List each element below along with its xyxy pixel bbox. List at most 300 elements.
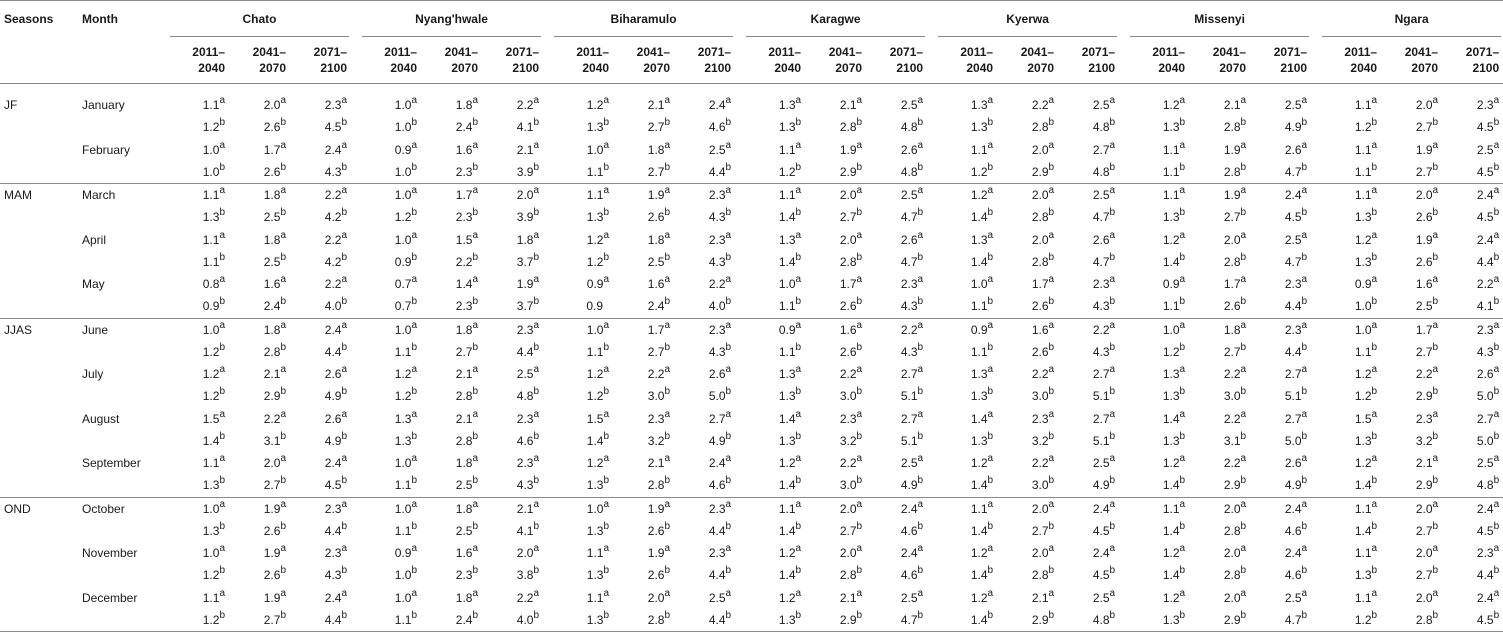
value-cell: 5.0$^b$: [708, 386, 732, 404]
value-cell: 2.2$^a$: [1058, 318, 1119, 341]
value-cell: 4.0$^b$: [482, 609, 543, 632]
value-cell: 2.7$^b$: [1415, 161, 1439, 179]
value-cell: 2.4$^a$: [324, 453, 348, 471]
value-cell: 1.1$^b$: [360, 609, 421, 632]
value-cell: 4.3$^b$: [1476, 341, 1500, 359]
value-cell: 1.0$^a$: [168, 318, 229, 341]
site-header: Nyang'hwale: [360, 1, 543, 38]
value-cell: 4.8$^b$: [1092, 117, 1116, 135]
value-cell: 4.3$^b$: [900, 341, 924, 359]
value-cell: 1.1$^a$: [1354, 95, 1378, 113]
value-cell: 2.6$^b$: [839, 296, 863, 314]
value-cell: 1.9$^a$: [1223, 139, 1247, 157]
value-cell: 1.4$^b$: [936, 609, 997, 632]
value-cell: 2.4$^b$: [647, 296, 671, 314]
table-row: [0, 587, 1503, 609]
value-cell: 2.9$^b$: [839, 161, 863, 179]
value-cell: 5.0$^b$: [1476, 430, 1500, 448]
month-cell: May: [82, 277, 105, 292]
season-cell: [0, 564, 78, 586]
value-cell: 4.7$^b$: [900, 251, 924, 269]
value-cell: 2.7$^a$: [900, 364, 924, 382]
value-cell: 1.3$^b$: [1354, 565, 1378, 583]
value-cell: 2.3$^a$: [1031, 408, 1055, 426]
value-cell: 1.5$^a$: [455, 229, 479, 247]
value-cell: 1.8$^a$: [1189, 318, 1250, 341]
value-cell: 2.3$^a$: [708, 229, 732, 247]
value-cell: 2.7$^b$: [647, 117, 671, 135]
value-cell: 2.1$^a$: [647, 453, 671, 471]
value-cell: 1.3$^b$: [970, 117, 994, 135]
value-cell: 1.0$^a$: [586, 139, 610, 157]
value-cell: 1.6$^a$: [263, 274, 286, 292]
value-cell: 2.3$^a$: [674, 497, 735, 520]
value-cell: 2.2$^a$: [290, 184, 351, 207]
value-cell: 2.8$^b$: [839, 251, 863, 269]
period-header: 2071– 2100: [1058, 37, 1119, 84]
value-cell: 2.0$^a$: [482, 184, 543, 207]
value-cell: 1.1$^b$: [1354, 161, 1378, 179]
table-row: [0, 116, 1503, 138]
value-cell: 2.3$^a$: [1284, 274, 1308, 292]
value-cell: 2.9$^b$: [805, 609, 866, 632]
value-cell: 4.6$^b$: [708, 475, 732, 493]
value-cell: 2.4$^b$: [421, 609, 482, 632]
period-header: 2041– 2070: [997, 37, 1058, 84]
month-cell: July: [82, 367, 104, 382]
period-header: 2071– 2100: [290, 37, 351, 84]
table-body: [0, 84, 1503, 632]
value-cell: 1.8$^a$: [455, 453, 479, 471]
value-cell: 5.1$^b$: [900, 386, 924, 404]
value-cell: 1.0$^a$: [360, 497, 421, 520]
value-cell: 1.2$^b$: [586, 386, 610, 404]
month-header: Month: [78, 1, 168, 38]
month-cell: [78, 341, 168, 363]
value-cell: 2.0$^a$: [1381, 497, 1442, 520]
value-cell: 2.5$^a$: [1284, 229, 1308, 247]
table-row: [0, 184, 1503, 207]
season-cell: [0, 452, 78, 474]
value-cell: 2.7$^b$: [1415, 117, 1439, 135]
value-cell: 2.0$^a$: [805, 184, 866, 207]
site-header: Kyerwa: [936, 1, 1119, 38]
value-cell: 4.5$^b$: [1442, 609, 1503, 632]
value-cell: 0.9$^a$: [1162, 274, 1186, 292]
value-cell: 1.9$^a$: [229, 497, 290, 520]
table-row: [0, 474, 1503, 497]
value-cell: 2.1$^a$: [455, 364, 479, 382]
value-cell: 1.3$^b$: [778, 430, 802, 448]
value-cell: 1.3$^b$: [586, 520, 610, 538]
month-cell: [78, 251, 168, 273]
value-cell: 4.8$^b$: [1092, 161, 1116, 179]
value-cell: 2.5$^a$: [1476, 139, 1500, 157]
value-cell: 2.9$^b$: [1415, 386, 1439, 404]
value-cell: 2.3$^a$: [482, 318, 543, 341]
season-cell: JF: [4, 98, 18, 113]
value-cell: 2.7$^a$: [900, 408, 924, 426]
value-cell: 1.3$^a$: [778, 364, 802, 382]
value-cell: 2.7$^b$: [1223, 207, 1247, 225]
table-row: [0, 341, 1503, 363]
period-header: 2011– 2040: [1128, 37, 1189, 84]
month-cell: [78, 161, 168, 184]
value-cell: 4.0$^b$: [324, 296, 348, 314]
value-cell: 2.3$^a$: [516, 453, 540, 471]
value-cell: 1.4$^b$: [202, 430, 225, 448]
value-cell: 2.3$^b$: [455, 565, 479, 583]
value-cell: 2.0$^a$: [1031, 229, 1055, 247]
value-cell: 1.2$^a$: [586, 95, 610, 113]
value-cell: 1.2$^b$: [394, 207, 418, 225]
value-cell: 4.8$^b$: [1058, 609, 1119, 632]
season-cell: [0, 408, 78, 430]
value-cell: 1.4$^b$: [778, 565, 802, 583]
value-cell: 2.7$^a$: [1092, 139, 1116, 157]
value-cell: 2.6$^a$: [900, 229, 924, 247]
value-cell: 2.3$^a$: [324, 543, 348, 561]
period-header: 2041– 2070: [805, 37, 866, 84]
value-cell: 2.6$^b$: [1031, 341, 1055, 359]
value-cell: 1.0$^a$: [202, 139, 225, 157]
value-cell: 2.1$^a$: [839, 587, 863, 605]
value-cell: 2.3$^a$: [1476, 95, 1500, 113]
value-cell: 1.0$^a$: [1128, 318, 1189, 341]
value-cell: 4.6$^b$: [708, 117, 732, 135]
value-cell: 2.3$^a$: [647, 408, 671, 426]
value-cell: 4.7$^b$: [1284, 161, 1308, 179]
value-cell: 1.2$^a$: [1354, 453, 1378, 471]
season-cell: MAM: [0, 184, 78, 207]
value-cell: 1.6$^a$: [455, 543, 479, 561]
value-cell: 1.3$^b$: [1162, 117, 1186, 135]
value-cell: 2.1$^a$: [839, 95, 863, 113]
value-cell: 4.3$^b$: [1092, 341, 1116, 359]
value-cell: 1.3$^a$: [778, 229, 802, 247]
value-cell: 1.5$^a$: [202, 408, 225, 426]
value-cell: 2.7$^a$: [1092, 364, 1116, 382]
value-cell: 1.4$^b$: [1162, 475, 1186, 493]
value-cell: 1.1$^a$: [1128, 497, 1189, 520]
value-cell: 1.4$^b$: [586, 430, 610, 448]
value-cell: 2.8$^b$: [1223, 161, 1247, 179]
value-cell: 4.1$^b$: [516, 520, 540, 538]
value-cell: 5.1$^b$: [1284, 386, 1308, 404]
value-cell: 4.9$^b$: [324, 386, 348, 404]
value-cell: 4.5$^b$: [324, 475, 348, 493]
value-cell: 2.8$^b$: [1031, 251, 1055, 269]
value-cell: 1.4$^b$: [970, 251, 994, 269]
value-cell: 3.2$^b$: [1031, 430, 1055, 448]
season-cell: [0, 139, 78, 161]
value-cell: 1.4$^b$: [778, 207, 802, 225]
value-cell: 1.1$^b$: [202, 251, 225, 269]
value-cell: 1.0$^a$: [970, 274, 994, 292]
value-cell: 3.9$^b$: [516, 207, 540, 225]
value-cell: 2.3$^a$: [1476, 543, 1500, 561]
value-cell: 2.6$^b$: [263, 117, 286, 135]
value-cell: 2.6$^b$: [1415, 251, 1439, 269]
value-cell: 5.1$^b$: [1092, 430, 1116, 448]
value-cell: 1.2$^b$: [586, 251, 610, 269]
value-cell: 4.6$^b$: [1284, 520, 1308, 538]
value-cell: 2.6$^a$: [1476, 364, 1500, 382]
value-cell: 1.2$^a$: [1354, 364, 1378, 382]
value-cell: 2.8$^b$: [839, 565, 863, 583]
value-cell: 2.5$^b$: [263, 207, 286, 225]
value-cell: 1.0$^a$: [202, 543, 225, 561]
value-cell: 5.0$^b$: [1284, 430, 1308, 448]
period-header: 2071– 2100: [1442, 37, 1503, 84]
value-cell: 4.5$^b$: [1284, 207, 1308, 225]
value-cell: 1.0$^a$: [394, 453, 418, 471]
period-header: 2041– 2070: [229, 37, 290, 84]
value-cell: 1.2$^b$: [1162, 341, 1186, 359]
value-cell: 2.0$^a$: [805, 497, 866, 520]
value-cell: 1.7$^a$: [421, 184, 482, 207]
table-row: [0, 542, 1503, 564]
month-cell: [78, 206, 168, 228]
value-cell: 1.9$^a$: [263, 543, 286, 561]
season-cell: [0, 161, 78, 184]
value-cell: 1.1$^b$: [586, 161, 610, 179]
value-cell: 1.2$^a$: [586, 453, 610, 471]
value-cell: 2.0$^a$: [1031, 543, 1055, 561]
value-cell: 1.4$^b$: [1162, 251, 1186, 269]
period-header: 2011– 2040: [360, 37, 421, 84]
value-cell: 1.5$^a$: [586, 408, 610, 426]
site-header: Ngara: [1320, 1, 1503, 38]
month-cell: February: [82, 142, 131, 157]
value-cell: 1.0$^a$: [552, 497, 613, 520]
value-cell: 0.8$^a$: [202, 274, 225, 292]
value-cell: 3.8$^b$: [516, 565, 540, 583]
value-cell: 1.1$^a$: [202, 229, 225, 247]
value-cell: 1.6$^a$: [1415, 274, 1439, 292]
season-cell: [0, 520, 78, 542]
value-cell: 4.6$^b$: [1284, 565, 1308, 583]
value-cell: 2.6$^a$: [900, 139, 924, 157]
value-cell: 1.1$^a$: [1162, 139, 1186, 157]
value-cell: 2.1$^a$: [1223, 95, 1247, 113]
value-cell: 1.1$^b$: [778, 341, 802, 359]
value-cell: 2.2$^a$: [1031, 453, 1055, 471]
value-cell: 2.0$^a$: [1415, 95, 1439, 113]
value-cell: 4.4$^b$: [516, 341, 540, 359]
month-cell: [78, 609, 168, 632]
value-cell: 1.3$^b$: [202, 207, 225, 225]
value-cell: 4.3$^b$: [900, 296, 924, 314]
value-cell: 4.8$^b$: [1476, 475, 1500, 493]
value-cell: 2.1$^a$: [455, 408, 479, 426]
table-row: [0, 273, 1503, 295]
value-cell: 2.7$^a$: [1284, 408, 1308, 426]
value-cell: 2.5$^a$: [1284, 587, 1308, 605]
value-cell: 1.4$^b$: [970, 475, 994, 493]
value-cell: 1.2$^b$: [394, 386, 418, 404]
value-cell: 4.8$^b$: [516, 386, 540, 404]
value-cell: 1.3$^b$: [586, 565, 610, 583]
period-header: 2041– 2070: [1381, 37, 1442, 84]
value-cell: 1.1$^b$: [1162, 161, 1186, 179]
table-row: [0, 161, 1503, 184]
value-cell: 2.6$^b$: [1415, 207, 1439, 225]
value-cell: 4.9$^b$: [708, 430, 732, 448]
value-cell: 1.3$^b$: [744, 609, 805, 632]
value-cell: 2.4$^a$: [324, 587, 348, 605]
site-header: Chato: [168, 1, 351, 38]
season-cell: [0, 229, 78, 251]
value-cell: 2.2$^a$: [839, 453, 863, 471]
value-cell: 1.4$^b$: [1354, 520, 1378, 538]
value-cell: 0.9$^a$: [936, 318, 997, 341]
value-cell: 1.1$^a$: [1354, 587, 1378, 605]
value-cell: 2.0$^a$: [263, 453, 286, 471]
value-cell: 2.2$^a$: [1415, 364, 1439, 382]
value-cell: 1.2$^a$: [778, 587, 802, 605]
value-cell: 4.4$^b$: [324, 520, 348, 538]
value-cell: 2.4$^a$: [1284, 543, 1308, 561]
value-cell: 2.3$^b$: [455, 161, 479, 179]
value-cell: 1.2$^a$: [970, 587, 994, 605]
value-cell: 1.9$^a$: [647, 543, 671, 561]
table-row: [0, 520, 1503, 542]
value-cell: 2.7$^b$: [839, 207, 863, 225]
value-cell: 3.0$^b$: [839, 386, 863, 404]
value-cell: 4.9$^b$: [900, 475, 924, 493]
value-cell: 4.7$^b$: [900, 207, 924, 225]
value-cell: 4.8$^b$: [900, 117, 924, 135]
value-cell: 4.9$^b$: [1284, 117, 1308, 135]
value-cell: 1.0$^a$: [552, 318, 613, 341]
value-cell: 1.8$^a$: [229, 184, 290, 207]
value-cell: 2.6$^a$: [708, 364, 732, 382]
value-cell: 1.0$^a$: [394, 95, 418, 113]
value-cell: 1.0$^a$: [394, 229, 418, 247]
value-cell: 1.3$^a$: [1162, 364, 1186, 382]
value-cell: 1.0$^b$: [394, 565, 418, 583]
value-cell: 2.8$^b$: [613, 609, 674, 632]
value-cell: 1.4$^b$: [1162, 520, 1186, 538]
value-cell: 1.2$^a$: [1162, 95, 1186, 113]
seasons-header: Seasons: [0, 1, 78, 38]
value-cell: 1.4$^a$: [1162, 408, 1186, 426]
value-cell: 2.5$^a$: [708, 587, 732, 605]
value-cell: 1.0$^b$: [202, 161, 225, 179]
value-cell: 1.1$^a$: [1320, 184, 1381, 207]
value-cell: 1.1$^a$: [1354, 543, 1378, 561]
value-cell: 4.3$^b$: [324, 161, 348, 179]
value-cell: 2.7$^a$: [708, 408, 732, 426]
table-row: [0, 251, 1503, 273]
value-cell: 1.3$^b$: [1128, 609, 1189, 632]
value-cell: 2.0$^a$: [1031, 139, 1055, 157]
value-cell: 2.0$^a$: [1381, 184, 1442, 207]
value-cell: 1.2$^b$: [202, 341, 225, 359]
value-cell: 4.6$^b$: [516, 430, 540, 448]
value-cell: 4.4$^b$: [1476, 251, 1500, 269]
month-cell: March: [78, 184, 168, 207]
value-cell: 2.7$^b$: [455, 341, 479, 359]
value-cell: 2.4$^b$: [455, 117, 479, 135]
month-cell: [78, 564, 168, 586]
value-cell: 4.4$^b$: [674, 609, 735, 632]
value-cell: 2.2$^a$: [647, 364, 671, 382]
value-cell: 4.4$^b$: [708, 161, 732, 179]
season-cell: [0, 542, 78, 564]
value-cell: 1.0$^b$: [1354, 296, 1378, 314]
value-cell: 4.5$^b$: [1476, 520, 1500, 538]
month-cell: November: [82, 546, 138, 561]
value-cell: 1.3$^a$: [970, 95, 994, 113]
table-row: [0, 206, 1503, 228]
value-cell: 3.0$^b$: [1223, 386, 1247, 404]
value-cell: 1.7$^a$: [839, 274, 863, 292]
value-cell: 2.3$^a$: [324, 95, 348, 113]
value-cell: 3.7$^b$: [516, 296, 540, 314]
value-cell: 2.8$^b$: [1223, 251, 1247, 269]
value-cell: 1.7$^a$: [1223, 274, 1247, 292]
value-cell: 1.6$^a$: [455, 139, 479, 157]
value-cell: 2.0$^a$: [1223, 587, 1247, 605]
value-cell: 2.2$^a$: [866, 318, 927, 341]
table-row: [0, 408, 1503, 430]
value-cell: 1.2$^b$: [1354, 386, 1378, 404]
value-cell: 1.1$^a$: [168, 184, 229, 207]
table-row: [0, 385, 1503, 407]
table-row: [0, 497, 1503, 520]
value-cell: 2.7$^b$: [1415, 565, 1439, 583]
value-cell: 1.3$^b$: [202, 475, 225, 493]
value-cell: 1.7$^a$: [613, 318, 674, 341]
value-cell: 2.2$^a$: [324, 229, 348, 247]
value-cell: 1.9$^a$: [516, 274, 540, 292]
value-cell: 1.0$^a$: [1320, 318, 1381, 341]
value-cell: 2.9$^b$: [1031, 161, 1055, 179]
value-cell: 4.3$^b$: [516, 475, 540, 493]
value-cell: 2.4$^a$: [1250, 497, 1311, 520]
month-cell: April: [82, 232, 107, 247]
value-cell: 3.9$^b$: [516, 161, 540, 179]
value-cell: 1.2$^a$: [1162, 229, 1186, 247]
value-cell: 1.8$^a$: [455, 587, 479, 605]
value-cell: 1.4$^b$: [778, 520, 802, 538]
value-cell: 1.3$^b$: [586, 207, 610, 225]
value-cell: 2.6$^b$: [647, 207, 671, 225]
value-cell: 2.4$^a$: [1092, 543, 1116, 561]
value-cell: 2.5$^b$: [455, 475, 479, 493]
value-cell: 1.2$^b$: [778, 161, 802, 179]
value-cell: 3.1$^b$: [263, 430, 286, 448]
value-cell: 2.4$^a$: [324, 139, 348, 157]
value-cell: 2.9$^b$: [263, 386, 286, 404]
value-cell: 1.9$^a$: [613, 184, 674, 207]
period-header: 2011– 2040: [552, 37, 613, 84]
value-cell: 2.0$^a$: [1415, 543, 1439, 561]
season-cell: [0, 474, 78, 497]
value-cell: 2.7$^b$: [647, 341, 671, 359]
value-cell: 2.4$^a$: [1476, 587, 1500, 605]
value-cell: 2.2$^a$: [516, 95, 540, 113]
value-cell: 2.0$^a$: [263, 95, 286, 113]
value-cell: 2.7$^a$: [1476, 408, 1500, 426]
value-cell: 1.9$^a$: [1415, 229, 1439, 247]
value-cell: 4.7$^b$: [1092, 251, 1116, 269]
value-cell: 2.1$^a$: [1031, 587, 1055, 605]
value-cell: 1.3$^b$: [1354, 430, 1378, 448]
value-cell: 1.4$^a$: [778, 408, 802, 426]
